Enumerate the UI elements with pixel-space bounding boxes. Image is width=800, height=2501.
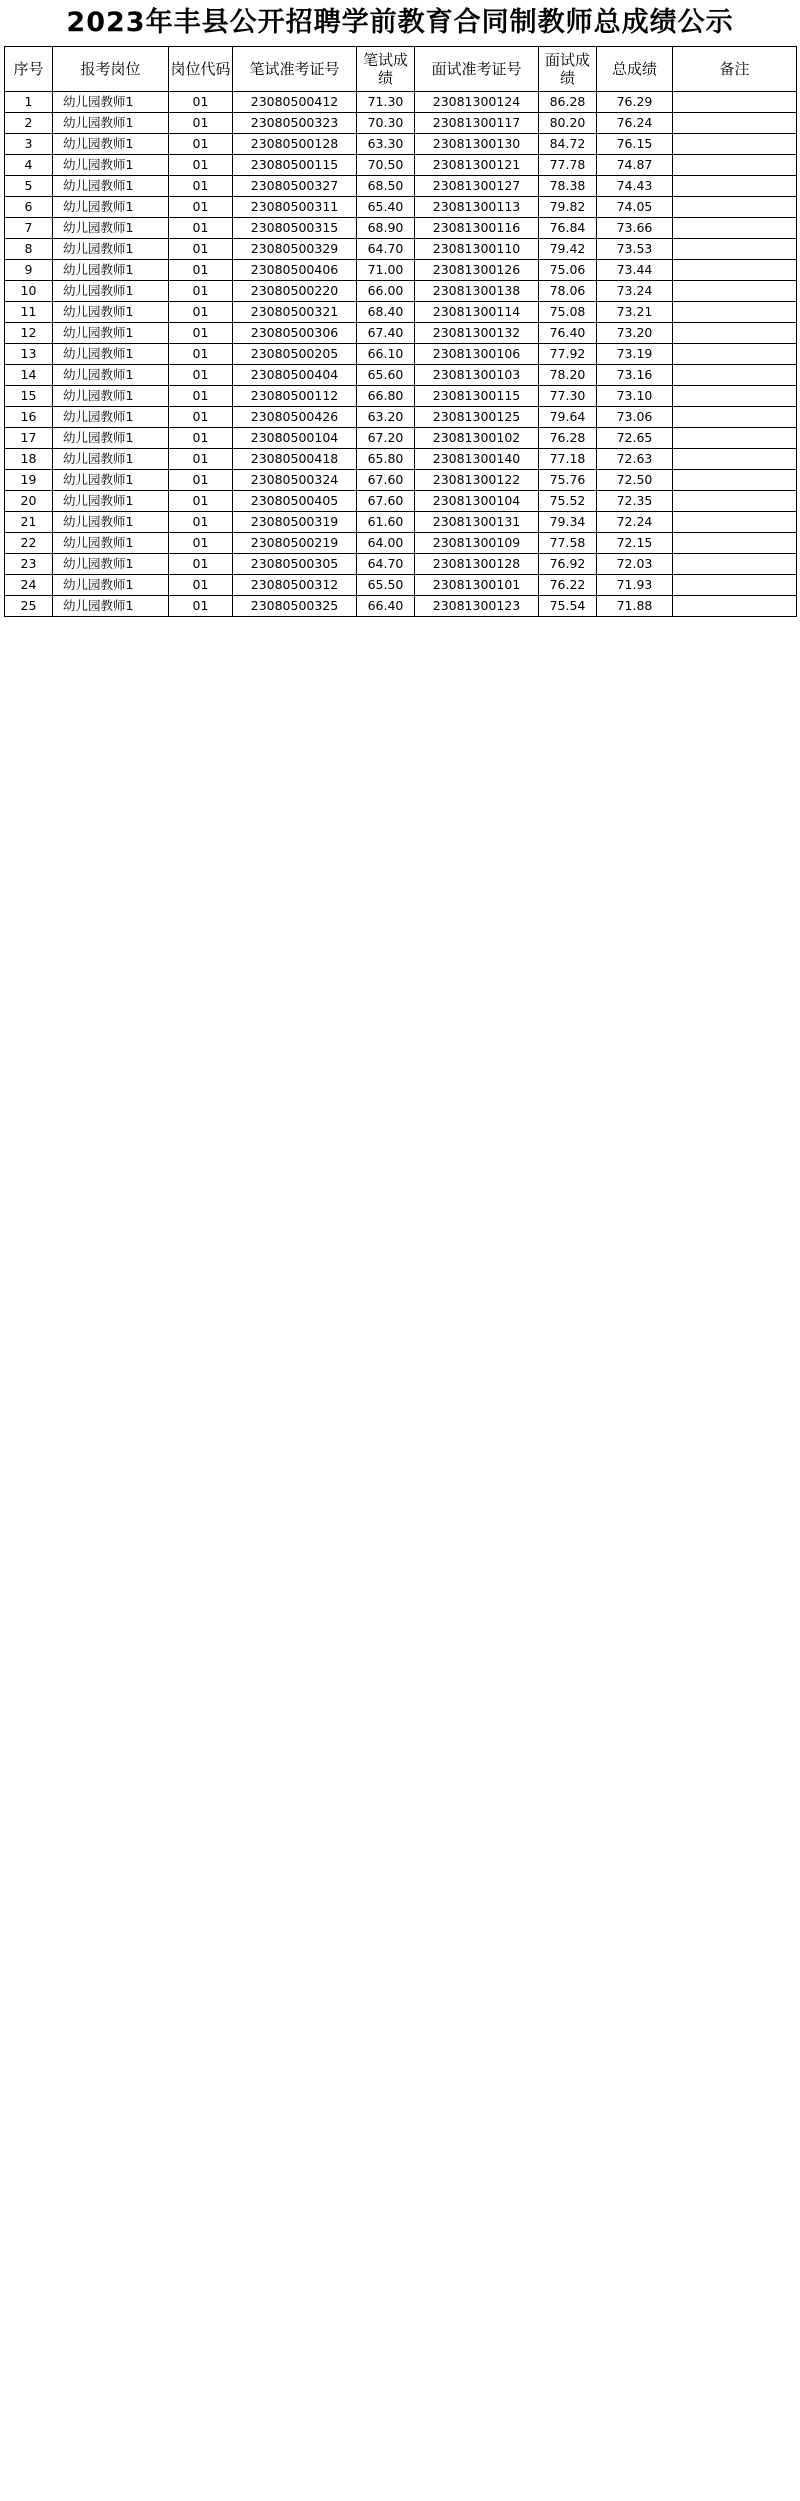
table-row	[5, 428, 797, 449]
cell-total: 74.43	[597, 176, 673, 197]
cell-written-no: 23080500315	[233, 218, 357, 239]
cell-position: 幼儿园教师1	[53, 281, 169, 302]
page-title: 2023年丰县公开招聘学前教育合同制教师总成绩公示	[66, 7, 734, 38]
cell-code: 01	[169, 323, 233, 344]
cell-total: 72.50	[597, 470, 673, 491]
cell-note	[673, 386, 797, 407]
cell-interview-score: 75.54	[539, 596, 597, 617]
cell-note	[673, 407, 797, 428]
cell-interview-score: 78.38	[539, 176, 597, 197]
table-row	[5, 596, 797, 617]
cell-position: 幼儿园教师1	[53, 323, 169, 344]
table-row	[5, 155, 797, 176]
cell-written-score: 70.50	[357, 155, 415, 176]
cell-seq: 12	[5, 323, 53, 344]
cell-seq: 7	[5, 218, 53, 239]
cell-position: 幼儿园教师1	[53, 470, 169, 491]
cell-written-score: 67.60	[357, 470, 415, 491]
cell-note	[673, 428, 797, 449]
page	[0, 0, 800, 617]
cell-position: 幼儿园教师1	[53, 554, 169, 575]
cell-written-no: 23080500329	[233, 239, 357, 260]
cell-seq: 8	[5, 239, 53, 260]
cell-written-score: 68.90	[357, 218, 415, 239]
table-row	[5, 92, 797, 113]
cell-written-no: 23080500311	[233, 197, 357, 218]
cell-total: 72.65	[597, 428, 673, 449]
cell-position: 幼儿园教师1	[53, 302, 169, 323]
cell-code: 01	[169, 407, 233, 428]
header-interview-score: 面试成绩	[539, 47, 597, 92]
table-row	[5, 218, 797, 239]
cell-note	[673, 197, 797, 218]
cell-position: 幼儿园教师1	[53, 260, 169, 281]
table-row	[5, 344, 797, 365]
cell-position: 幼儿园教师1	[53, 197, 169, 218]
cell-interview-score: 75.76	[539, 470, 597, 491]
cell-position: 幼儿园教师1	[53, 596, 169, 617]
cell-total: 73.06	[597, 407, 673, 428]
cell-code: 01	[169, 533, 233, 554]
header-written-no: 笔试准考证号	[233, 47, 357, 92]
cell-interview-score: 86.28	[539, 92, 597, 113]
cell-written-no: 23080500406	[233, 260, 357, 281]
cell-interview-score: 76.28	[539, 428, 597, 449]
cell-written-score: 65.80	[357, 449, 415, 470]
cell-note	[673, 470, 797, 491]
cell-code: 01	[169, 134, 233, 155]
cell-position: 幼儿园教师1	[53, 92, 169, 113]
cell-written-score: 65.40	[357, 197, 415, 218]
cell-total: 73.19	[597, 344, 673, 365]
cell-code: 01	[169, 470, 233, 491]
cell-interview-score: 78.06	[539, 281, 597, 302]
cell-note	[673, 512, 797, 533]
cell-note	[673, 302, 797, 323]
cell-written-score: 65.50	[357, 575, 415, 596]
cell-written-no: 23080500404	[233, 365, 357, 386]
table-row	[5, 176, 797, 197]
cell-total: 72.24	[597, 512, 673, 533]
cell-position: 幼儿园教师1	[53, 512, 169, 533]
cell-position: 幼儿园教师1	[53, 344, 169, 365]
cell-written-no: 23080500205	[233, 344, 357, 365]
cell-written-no: 23080500327	[233, 176, 357, 197]
cell-interview-no: 23081300130	[415, 134, 539, 155]
cell-position: 幼儿园教师1	[53, 386, 169, 407]
cell-seq: 23	[5, 554, 53, 575]
cell-seq: 18	[5, 449, 53, 470]
cell-interview-score: 75.52	[539, 491, 597, 512]
cell-interview-score: 77.58	[539, 533, 597, 554]
cell-written-no: 23080500219	[233, 533, 357, 554]
cell-seq: 14	[5, 365, 53, 386]
cell-written-no: 23080500405	[233, 491, 357, 512]
cell-seq: 24	[5, 575, 53, 596]
table-row	[5, 281, 797, 302]
cell-written-score: 68.50	[357, 176, 415, 197]
cell-code: 01	[169, 386, 233, 407]
cell-interview-no: 23081300106	[415, 344, 539, 365]
cell-written-score: 64.00	[357, 533, 415, 554]
table-row	[5, 449, 797, 470]
cell-interview-no: 23081300131	[415, 512, 539, 533]
cell-position: 幼儿园教师1	[53, 491, 169, 512]
cell-interview-score: 80.20	[539, 113, 597, 134]
table-row	[5, 407, 797, 428]
cell-seq: 17	[5, 428, 53, 449]
cell-note	[673, 218, 797, 239]
cell-total: 73.16	[597, 365, 673, 386]
cell-note	[673, 449, 797, 470]
cell-interview-score: 77.30	[539, 386, 597, 407]
cell-interview-no: 23081300101	[415, 575, 539, 596]
cell-code: 01	[169, 281, 233, 302]
cell-interview-no: 23081300121	[415, 155, 539, 176]
cell-interview-no: 23081300114	[415, 302, 539, 323]
cell-seq: 22	[5, 533, 53, 554]
cell-written-no: 23080500412	[233, 92, 357, 113]
cell-written-score: 67.20	[357, 428, 415, 449]
cell-written-score: 63.30	[357, 134, 415, 155]
table-row	[5, 302, 797, 323]
table-row	[5, 386, 797, 407]
cell-position: 幼儿园教师1	[53, 407, 169, 428]
cell-position: 幼儿园教师1	[53, 176, 169, 197]
cell-seq: 5	[5, 176, 53, 197]
cell-code: 01	[169, 239, 233, 260]
cell-note	[673, 281, 797, 302]
cell-interview-no: 23081300117	[415, 113, 539, 134]
cell-written-score: 66.10	[357, 344, 415, 365]
cell-code: 01	[169, 92, 233, 113]
cell-interview-no: 23081300104	[415, 491, 539, 512]
cell-code: 01	[169, 218, 233, 239]
cell-interview-no: 23081300115	[415, 386, 539, 407]
cell-position: 幼儿园教师1	[53, 428, 169, 449]
table-row	[5, 197, 797, 218]
cell-total: 76.15	[597, 134, 673, 155]
cell-note	[673, 365, 797, 386]
cell-written-no: 23080500321	[233, 302, 357, 323]
cell-code: 01	[169, 575, 233, 596]
cell-seq: 19	[5, 470, 53, 491]
cell-interview-no: 23081300103	[415, 365, 539, 386]
cell-written-score: 65.60	[357, 365, 415, 386]
table-row	[5, 134, 797, 155]
header-code: 岗位代码	[169, 47, 233, 92]
cell-written-no: 23080500324	[233, 470, 357, 491]
cell-interview-score: 79.82	[539, 197, 597, 218]
cell-position: 幼儿园教师1	[53, 449, 169, 470]
table-row	[5, 491, 797, 512]
cell-code: 01	[169, 491, 233, 512]
cell-written-no: 23080500112	[233, 386, 357, 407]
cell-code: 01	[169, 428, 233, 449]
cell-interview-score: 76.84	[539, 218, 597, 239]
cell-written-score: 67.40	[357, 323, 415, 344]
cell-interview-score: 76.92	[539, 554, 597, 575]
cell-position: 幼儿园教师1	[53, 134, 169, 155]
cell-code: 01	[169, 344, 233, 365]
cell-interview-no: 23081300128	[415, 554, 539, 575]
cell-total: 71.93	[597, 575, 673, 596]
cell-written-no: 23080500115	[233, 155, 357, 176]
header-seq: 序号	[5, 47, 53, 92]
cell-interview-no: 23081300126	[415, 260, 539, 281]
cell-interview-score: 79.34	[539, 512, 597, 533]
cell-written-no: 23080500104	[233, 428, 357, 449]
cell-note	[673, 92, 797, 113]
header-written-score: 笔试成绩	[357, 47, 415, 92]
table-header-row	[5, 47, 797, 92]
cell-interview-no: 23081300138	[415, 281, 539, 302]
score-table	[4, 46, 797, 617]
cell-interview-score: 75.06	[539, 260, 597, 281]
cell-note	[673, 344, 797, 365]
table-row	[5, 533, 797, 554]
cell-seq: 1	[5, 92, 53, 113]
cell-seq: 3	[5, 134, 53, 155]
cell-interview-score: 77.92	[539, 344, 597, 365]
cell-written-no: 23080500306	[233, 323, 357, 344]
cell-total: 72.03	[597, 554, 673, 575]
cell-total: 74.87	[597, 155, 673, 176]
cell-written-no: 23080500426	[233, 407, 357, 428]
cell-interview-score: 78.20	[539, 365, 597, 386]
cell-seq: 6	[5, 197, 53, 218]
cell-written-no: 23080500305	[233, 554, 357, 575]
cell-written-score: 64.70	[357, 554, 415, 575]
cell-written-score: 68.40	[357, 302, 415, 323]
cell-note	[673, 134, 797, 155]
cell-code: 01	[169, 176, 233, 197]
cell-interview-no: 23081300132	[415, 323, 539, 344]
cell-total: 73.10	[597, 386, 673, 407]
cell-total: 73.53	[597, 239, 673, 260]
cell-interview-no: 23081300125	[415, 407, 539, 428]
cell-seq: 15	[5, 386, 53, 407]
cell-total: 72.15	[597, 533, 673, 554]
cell-total: 74.05	[597, 197, 673, 218]
cell-position: 幼儿园教师1	[53, 218, 169, 239]
table-row	[5, 470, 797, 491]
cell-interview-no: 23081300110	[415, 239, 539, 260]
cell-total: 71.88	[597, 596, 673, 617]
header-total: 总成绩	[597, 47, 673, 92]
cell-written-score: 70.30	[357, 113, 415, 134]
cell-written-no: 23080500418	[233, 449, 357, 470]
cell-code: 01	[169, 155, 233, 176]
cell-written-score: 71.30	[357, 92, 415, 113]
cell-total: 73.20	[597, 323, 673, 344]
cell-written-no: 23080500323	[233, 113, 357, 134]
cell-total: 72.63	[597, 449, 673, 470]
cell-total: 73.44	[597, 260, 673, 281]
cell-interview-no: 23081300123	[415, 596, 539, 617]
table-row	[5, 323, 797, 344]
cell-interview-score: 79.42	[539, 239, 597, 260]
cell-total: 73.66	[597, 218, 673, 239]
cell-written-score: 64.70	[357, 239, 415, 260]
cell-total: 73.21	[597, 302, 673, 323]
cell-total: 76.24	[597, 113, 673, 134]
cell-written-score: 67.60	[357, 491, 415, 512]
cell-written-score: 61.60	[357, 512, 415, 533]
cell-code: 01	[169, 113, 233, 134]
cell-written-score: 63.20	[357, 407, 415, 428]
table-row	[5, 365, 797, 386]
cell-note	[673, 239, 797, 260]
cell-seq: 21	[5, 512, 53, 533]
cell-interview-score: 75.08	[539, 302, 597, 323]
cell-note	[673, 491, 797, 512]
cell-code: 01	[169, 260, 233, 281]
cell-written-no: 23080500312	[233, 575, 357, 596]
cell-code: 01	[169, 302, 233, 323]
cell-position: 幼儿园教师1	[53, 365, 169, 386]
cell-note	[673, 575, 797, 596]
cell-interview-no: 23081300102	[415, 428, 539, 449]
cell-seq: 10	[5, 281, 53, 302]
cell-written-score: 66.80	[357, 386, 415, 407]
cell-note	[673, 113, 797, 134]
cell-interview-no: 23081300140	[415, 449, 539, 470]
cell-interview-score: 77.78	[539, 155, 597, 176]
cell-note	[673, 323, 797, 344]
cell-code: 01	[169, 365, 233, 386]
cell-interview-no: 23081300124	[415, 92, 539, 113]
cell-total: 76.29	[597, 92, 673, 113]
cell-code: 01	[169, 512, 233, 533]
cell-seq: 16	[5, 407, 53, 428]
table-row	[5, 260, 797, 281]
cell-interview-score: 76.40	[539, 323, 597, 344]
cell-note	[673, 533, 797, 554]
cell-code: 01	[169, 596, 233, 617]
cell-note	[673, 155, 797, 176]
cell-written-no: 23080500220	[233, 281, 357, 302]
cell-written-score: 66.40	[357, 596, 415, 617]
cell-seq: 11	[5, 302, 53, 323]
cell-position: 幼儿园教师1	[53, 533, 169, 554]
cell-total: 72.35	[597, 491, 673, 512]
cell-seq: 13	[5, 344, 53, 365]
header-position: 报考岗位	[53, 47, 169, 92]
cell-interview-no: 23081300127	[415, 176, 539, 197]
cell-code: 01	[169, 449, 233, 470]
header-note: 备注	[673, 47, 797, 92]
cell-position: 幼儿园教师1	[53, 239, 169, 260]
cell-written-score: 66.00	[357, 281, 415, 302]
table-row	[5, 512, 797, 533]
cell-written-no: 23080500325	[233, 596, 357, 617]
cell-seq: 4	[5, 155, 53, 176]
cell-code: 01	[169, 554, 233, 575]
table-row	[5, 239, 797, 260]
cell-interview-no: 23081300113	[415, 197, 539, 218]
cell-written-no: 23080500319	[233, 512, 357, 533]
table-row	[5, 575, 797, 596]
cell-interview-score: 76.22	[539, 575, 597, 596]
cell-seq: 9	[5, 260, 53, 281]
cell-total: 73.24	[597, 281, 673, 302]
cell-position: 幼儿园教师1	[53, 113, 169, 134]
cell-note	[673, 176, 797, 197]
cell-interview-score: 84.72	[539, 134, 597, 155]
cell-position: 幼儿园教师1	[53, 575, 169, 596]
cell-position: 幼儿园教师1	[53, 155, 169, 176]
cell-written-score: 71.00	[357, 260, 415, 281]
table-row	[5, 113, 797, 134]
cell-seq: 2	[5, 113, 53, 134]
cell-interview-no: 23081300122	[415, 470, 539, 491]
cell-interview-score: 79.64	[539, 407, 597, 428]
table-body	[5, 92, 797, 617]
cell-interview-no: 23081300116	[415, 218, 539, 239]
header-interview-no: 面试准考证号	[415, 47, 539, 92]
cell-code: 01	[169, 197, 233, 218]
cell-interview-score: 77.18	[539, 449, 597, 470]
table-row	[5, 554, 797, 575]
cell-note	[673, 554, 797, 575]
cell-interview-no: 23081300109	[415, 533, 539, 554]
cell-seq: 20	[5, 491, 53, 512]
cell-seq: 25	[5, 596, 53, 617]
cell-note	[673, 596, 797, 617]
cell-note	[673, 260, 797, 281]
cell-written-no: 23080500128	[233, 134, 357, 155]
